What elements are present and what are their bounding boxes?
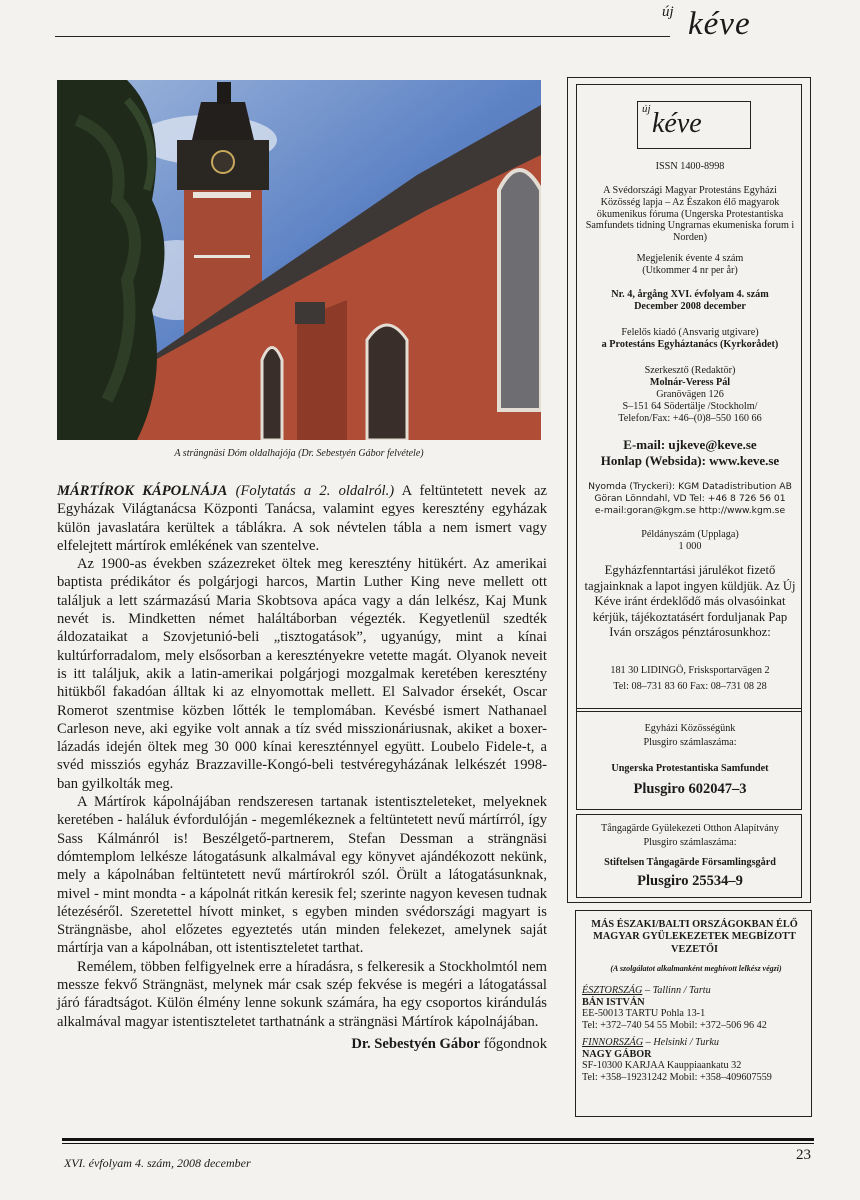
article-paragraph: Remélem, többen felfigyelnek erre a híradásra, s felkeresik a Stockholmtól nem messze fekvő Strängnäst, melynek már csak szép fekvése is megéri a látogatással járó fáradtságot. Külön élmény lenne sokunk számára, ha egy csoportos kirándulás alkalmával magyar istentiszteletet tarthatnánk a strängnäsi Mártírok kápolnájában. bbox=[57, 958, 547, 1030]
masthead-name: kéve bbox=[688, 6, 751, 42]
imprint-logo-prefix: új bbox=[642, 103, 651, 115]
printer-line-1: Nyomda (Tryckeri): KGM Datadistribution AB bbox=[588, 481, 792, 492]
frequency-hu: Megjelenik évente 4 szám bbox=[636, 253, 744, 264]
estonia-cities: – Tallinn / Tartu bbox=[644, 985, 711, 996]
printer-line-2: Göran Lönndahl, VD Tel: +46 8 726 56 01 bbox=[594, 493, 786, 504]
masthead-prefix: új bbox=[662, 4, 674, 20]
printer-line-3: e-mail:goran@kgm.se http://www.kgm.se bbox=[594, 505, 786, 516]
article-body bbox=[57, 482, 547, 1053]
finland-phone: Tel: +358–19231242 Mobil: +358–409607559 bbox=[582, 1071, 772, 1083]
account-box-1 bbox=[576, 708, 802, 810]
publisher-name: a Protestáns Egyháztanács (Kyrkorådet) bbox=[601, 339, 779, 350]
account1-label-1: Egyházi Közösségünk bbox=[644, 723, 736, 734]
account2-number: Plusgiro 25534–9 bbox=[637, 873, 743, 889]
signature-role: főgondnok bbox=[483, 1035, 547, 1052]
cathedral-photo bbox=[57, 80, 541, 440]
footer-issue: XVI. évfolyam 4. szám, 2008 december bbox=[64, 1156, 251, 1170]
article-signature bbox=[57, 1035, 547, 1053]
article-continuation: (Folytatás a 2. oldalról.) bbox=[235, 483, 395, 499]
account1-name: Ungerska Protestantiska Samfundet bbox=[611, 763, 769, 774]
account2-label-1: Tångagärde Gyülekezeti Otthon Alapítvány bbox=[601, 823, 779, 834]
imprint-main bbox=[576, 84, 802, 712]
account1-label-2: Plusgiro számlaszáma: bbox=[643, 737, 737, 748]
finland-cities: – Helsinki / Turku bbox=[645, 1037, 719, 1048]
editor-label: Szerkesztő (Redaktör) bbox=[644, 365, 736, 376]
account2-name: Stiftelsen Tångagärde Församlingsgård bbox=[604, 857, 776, 868]
estonia-address: EE-50013 TARTU Pohla 13-1 bbox=[582, 1008, 706, 1020]
account-box-2 bbox=[576, 814, 802, 898]
editor-phone: Telefon/Fax: +46–(0)8–550 160 66 bbox=[618, 413, 762, 424]
article-title: MÁRTÍROK KÁPOLNÁJA bbox=[57, 483, 228, 499]
membership-appeal: Egyházfenntartási járulékot fizető tagjainknak a lapot ingyen küldjük. Az Új Kéve iránt érdeklődő más olvasóinkat kérjük, tájékoztatásért forduljanak Pap Iván országos pénztárosunkhoz: bbox=[584, 563, 796, 640]
issue-line-2: December 2008 december bbox=[634, 301, 746, 312]
header-rule bbox=[55, 36, 670, 37]
account2-label-2: Plusgiro számlaszáma: bbox=[643, 837, 737, 848]
finland-address: SF-10300 KARJAA Kauppiaankatu 32 bbox=[582, 1060, 742, 1072]
footer-rule-thick bbox=[62, 1138, 814, 1141]
contacts-note: (A szolgálatot alkalmanként meghívott lelkész végzi) bbox=[610, 964, 782, 973]
page-number: 23 bbox=[796, 1147, 811, 1163]
frequency-sv: (Utkommer 4 nr per år) bbox=[642, 265, 738, 276]
finland-country: FINNORSZÁG bbox=[582, 1037, 644, 1048]
circulation-label: Példányszám (Upplaga) bbox=[641, 529, 739, 540]
circulation-value: 1 000 bbox=[678, 541, 702, 552]
signature-name: Dr. Sebestyén Gábor bbox=[351, 1035, 481, 1052]
imprint-box bbox=[567, 77, 811, 903]
article-lead bbox=[57, 482, 547, 555]
homepage-line: Honlap (Websida): www.keve.se bbox=[600, 453, 780, 468]
account1-number: Plusgiro 602047–3 bbox=[633, 781, 747, 797]
issue-line-1: Nr. 4, årgång XVI. évfolyam 4. szám bbox=[611, 289, 769, 300]
publication-description: A Svédországi Magyar Protestáns Egyházi Közösség lapja – Az Északon élő magyarok ökumenikus fóruma (Ungerska Protestantiska Samfundets tidning Ungrarnas ekumeniska forum i Norden) bbox=[585, 185, 795, 244]
contacts-heading: MÁS ÉSZAKI/BALTI ORSZÁGOKBAN ÉLŐ MAGYAR GYÜLEKEZETEK MEGBÍZOTT VEZETŐI bbox=[591, 919, 798, 955]
article-first-paragraph: A feltüntetett nevek az Egyházak Világtanácsa Központi Tanácsa, valamint egyes keresztény egyházak külön javaslatára kerültek a táblákra. A sok névtelen tábla a nem ismert vagy elfelejtett mártírok emlékének van szentelve. bbox=[57, 483, 547, 554]
treasurer-phone: Tel: 08–731 83 60 Fax: 08–731 08 28 bbox=[613, 681, 767, 692]
imprint-logo-name: kéve bbox=[652, 108, 702, 139]
editor-address-1: Granövägen 126 bbox=[656, 389, 724, 400]
article-paragraph: A Mártírok kápolnájában rendszeresen tartanak istentiszteleteket, melyeknek keretében - haláluk évfordulóján - megemlékeznek a feltüntetett nevű mártírról, így Sass Kálmánról is! Beszélgető-partnerem, Stefan Dessman a strängnäsi dómtemplom lelkésze látogatásunk alkalmával egy könyvet ajándékozott nekünk, mely a kápolnában feltüntetett nevű mártírokról szól. Örült a látogatásunknak, mivel - mint mondta - a kápolnát ritkán keresik fel; szerinte nagyon kevesen tudnak létezéséről. Szeretettel hívott minket, s egyben minden svédországi magyart is Strängnäsbe, ahol előzetes egyeztetés után minden felekezet, amelynek saját mártírja van a kápolnában, ott istentiszteletet tarthat. bbox=[57, 794, 547, 957]
editor-address-2: S–151 64 Södertälje /Stockholm/ bbox=[622, 401, 758, 412]
contact-finland bbox=[582, 1037, 810, 1083]
finland-name: NAGY GÁBOR bbox=[582, 1048, 652, 1060]
masthead-logo bbox=[662, 4, 812, 40]
contact-estonia bbox=[582, 985, 810, 1031]
estonia-name: BÁN ISTVÁN bbox=[582, 996, 645, 1008]
imprint-logo bbox=[637, 101, 751, 149]
publisher-label: Felelős kiadó (Ansvarig utgivare) bbox=[621, 327, 759, 338]
treasurer-address: 181 30 LIDINGÖ, Frisksportarvägen 2 bbox=[610, 665, 770, 676]
article-paragraph: Az 1900-as években százezreket öltek meg keresztény hitükért. Az amerikai baptista prédikátor és polgárjogi harcos, Martin Luther King neve mellett ott találjuk a lett származású Maria Skobtsova apáca vagy a dán lelkész, Kaj Munk nevét is. Mindketten német haláltáborban végezték. Kegyetlenül szedték áldozataikat a Szovjetunió-beli „tisztogatások”, ugyanúgy, mint a kínai kultúrforradalom, mely elsősorban a keresztényekre vetette magát. Olyanok neveit is itt találjuk, akik a latin-amerikai polgárjogi mozgalmak keretében keresztény hitükből fakadóan álltak ki az elnyomottak mellett. El Salvador érsekét, Oscar Romerot szentmise közben lőtték le templomában. Kevésbé ismert Nathanael Carleson neve, aki egyike volt annak a tíz svéd misszionáriusnak, akiket a boxer-lázadás idején öltek meg 30 000 kínai kereszténnyel együtt. Loubelo Fidele-t, a svéd missziós egyház Brazzaville-Kongó-beli testvéregyházának lelkészét 1998-ban gyilkolták meg. bbox=[57, 556, 547, 792]
estonia-phone: Tel: +372–740 54 55 Mobil: +372–506 96 42 bbox=[582, 1019, 767, 1031]
editor-name: Molnár-Veress Pál bbox=[649, 377, 731, 388]
email-line: E-mail: ujkeve@keve.se bbox=[623, 437, 757, 452]
issn: ISSN 1400-8998 bbox=[655, 161, 725, 172]
photo-caption: A strängnäsi Dóm oldalhajója (Dr. Sebestyén Gábor felvétele) bbox=[174, 448, 424, 459]
contacts-box bbox=[575, 910, 812, 1117]
footer-rule-thin bbox=[62, 1143, 814, 1144]
estonia-country: ÉSZTORSZÁG bbox=[582, 985, 643, 996]
